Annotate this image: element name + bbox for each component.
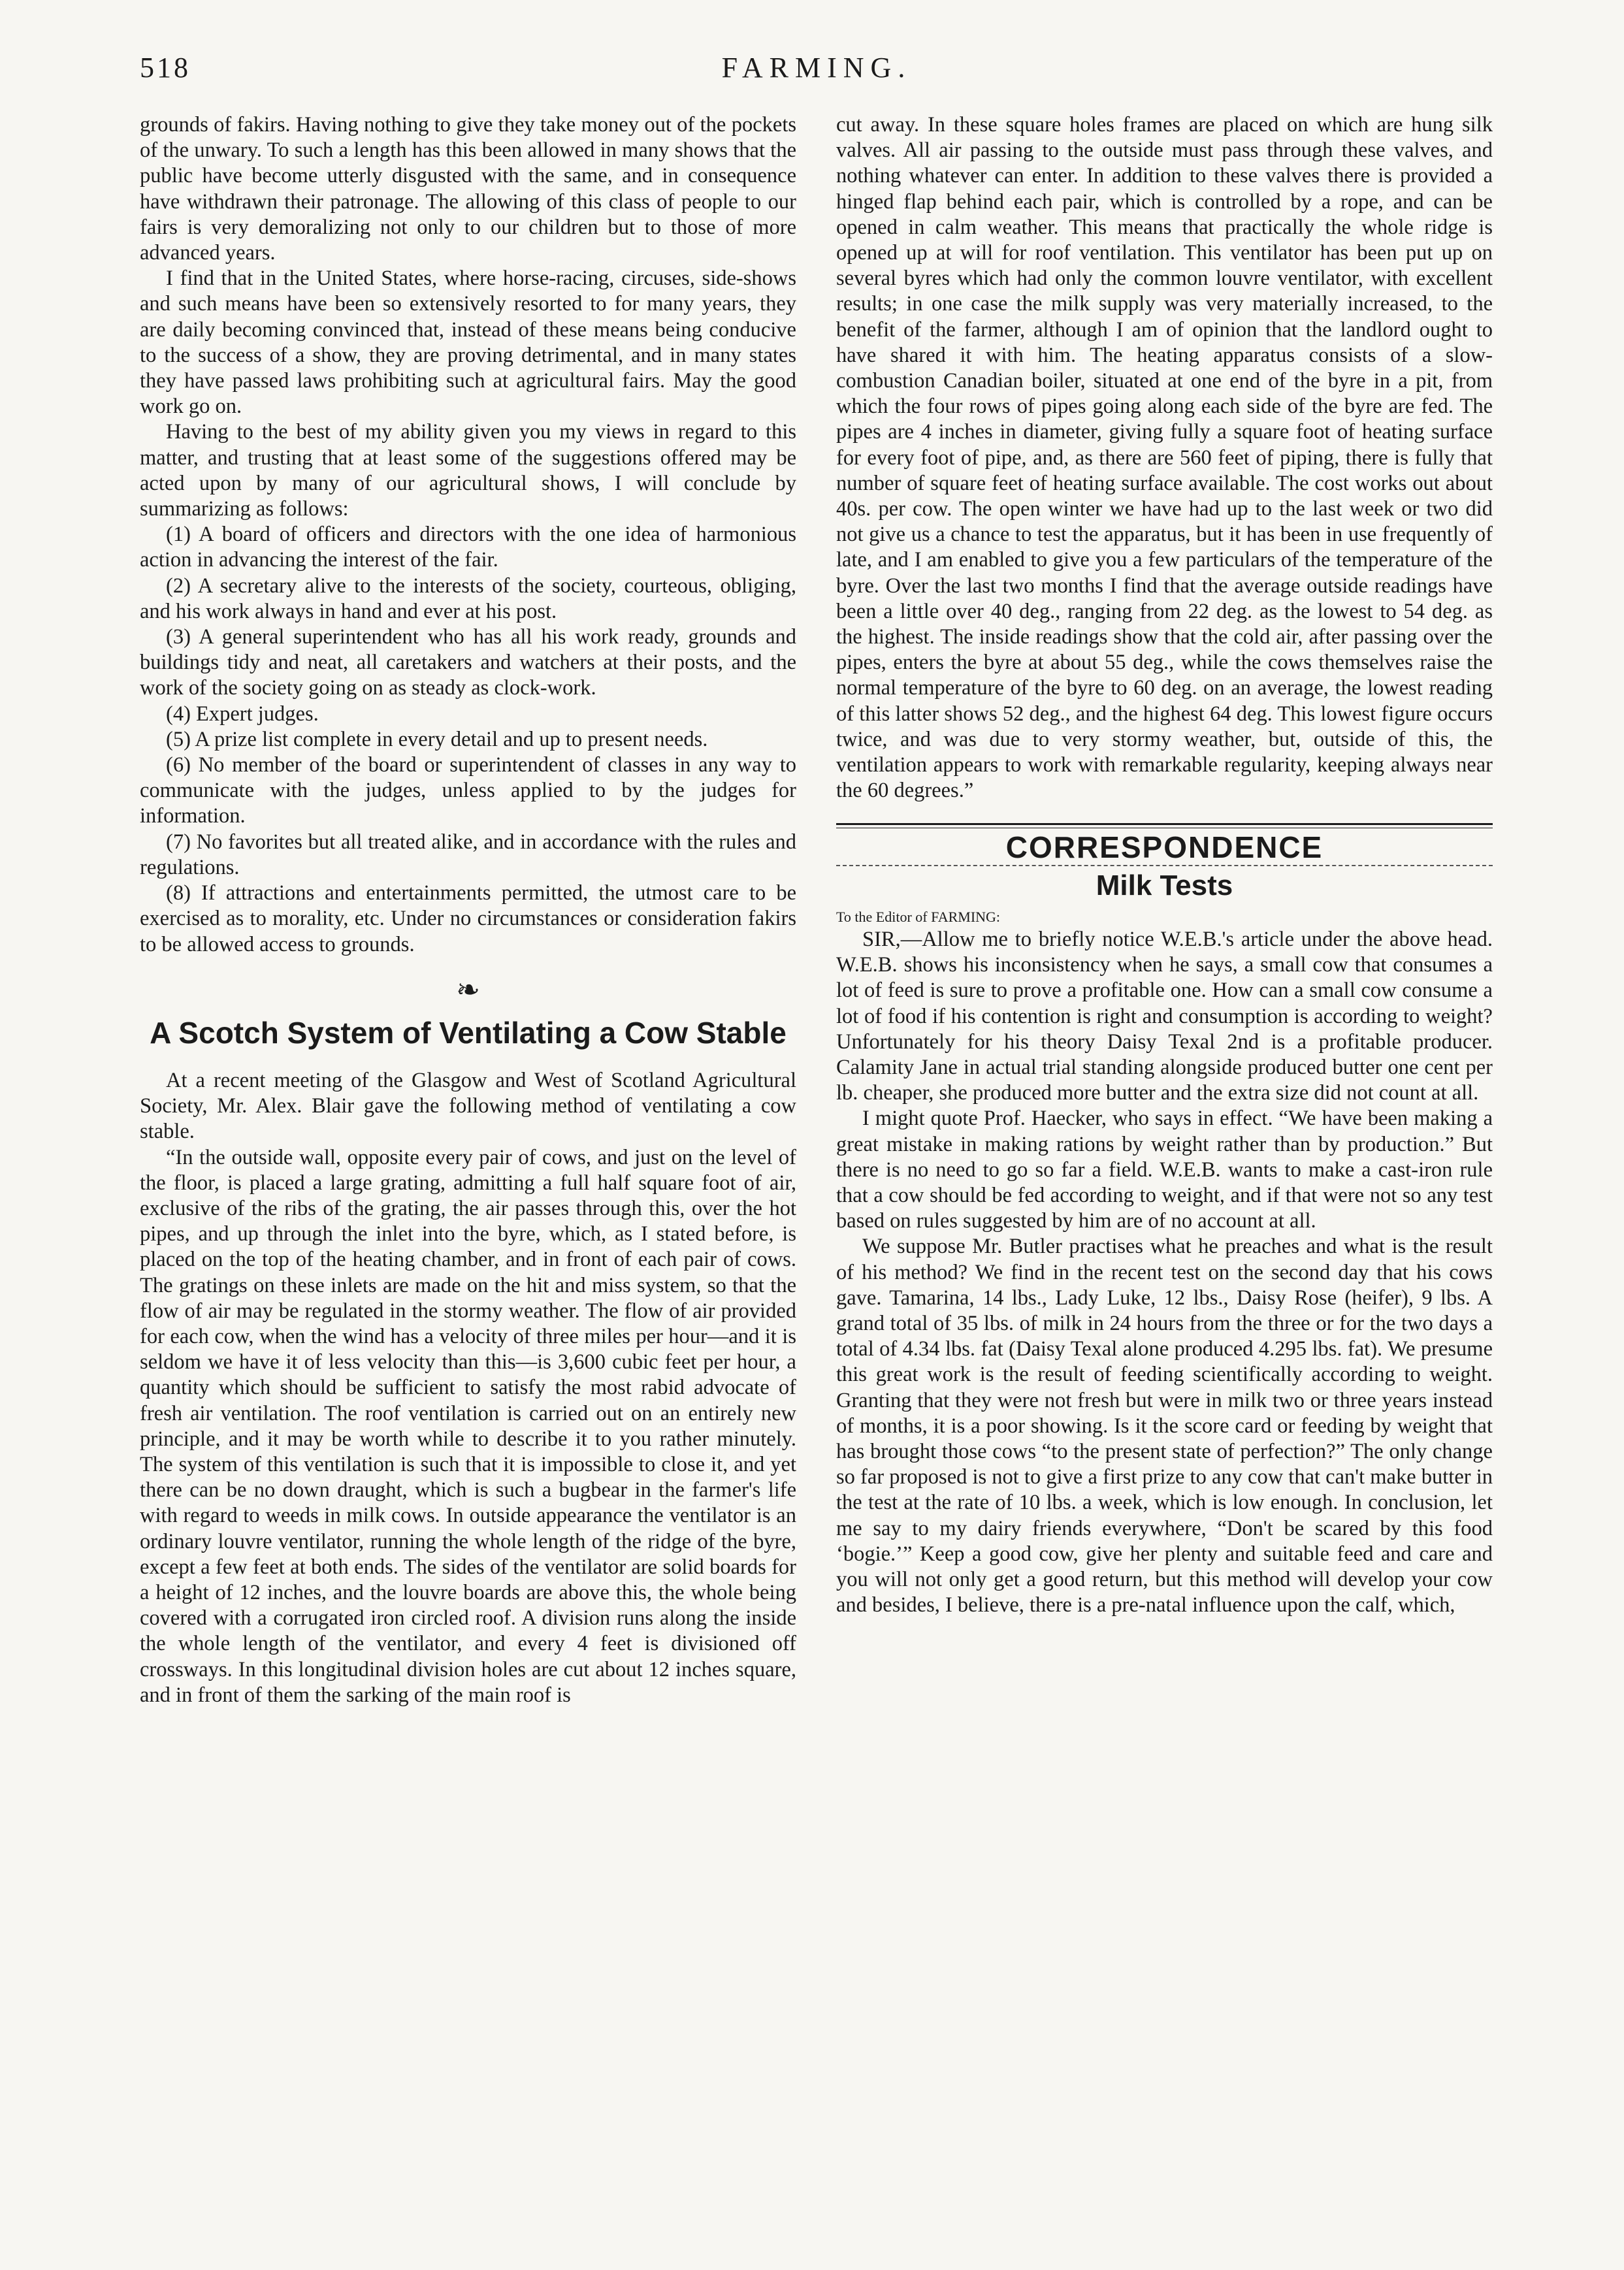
list-item: (3) A general superintendent who has all his work ready, grounds and buildings tidy and neat, all caretakers and watchers at their posts, and the work of the society going on as steady as clock-work. [140, 625, 796, 700]
ornament-icon: ❧ [456, 973, 480, 1006]
running-title: FARMING. [721, 52, 912, 84]
paragraph: At a recent meeting of the Glasgow and West of Scotland Agricultural Society, Mr. Alex. Blair gave the following method of ventilating a cow stable. [140, 1068, 796, 1144]
salutation: To the Editor of FARMING: [836, 908, 1001, 925]
section-divider [836, 823, 1493, 828]
list-item: (1) A board of officers and directors with the one idea of harmonious action in advancing the interest of the fair. [140, 523, 796, 572]
page-header [140, 51, 1493, 97]
paragraph: SIR,—Allow me to briefly notice W.E.B.'s article under the above head. W.E.B. shows his inconsistency when he says, a small cow that consumes a lot of feed is sure to prove a profitable one. How can a small cow consume a lot of food if his contention is right and consumption is according to weight? Unfortunately for his theory Daisy Texal 2nd is a profitable producer. Calamity Jane in actual trial standing alongside produced butter one cent per lb. cheaper, she produced more butter and the extra size did not count at all. [836, 927, 1493, 1105]
list-item: (4) Expert judges. [166, 702, 319, 726]
paragraph: cut away. In these square holes frames are placed on which are hung silk valves. All air passing to the outside must pass through these valves, and nothing whatever can enter. In addition to these valves there is provided a hinged flap behind each pair, which is controlled by a rope, and can be opened in calm weather. This means that practically the whole ridge is opened up at will for roof ventilation. This ventilator has been put up on several byres which had only the common louvre ventilator, with excellent results; in one case the milk supply was very materially increased, to the benefit of the farmer, although I am of opinion that the landlord ought to have shared it with him. The heating apparatus consists of a slow-combustion Canadian boiler, situated at one end of the byre in a pit, from which the four rows of pipes going along each side of the byre are fed. The pipes are 4 inches in diameter, giving fully a square foot of heating surface for every foot of pipe, and, as there are 560 feet of piping, there is fully that number of square feet of heating surface available. The cost works out about 40s. per cow. The open winter we have had up to the last week or two did not give us a chance to test the apparatus, but it has been in use frequently of late, and I am enabled to give you a few particulars of the temperature of the byre. Over the last two months I find that the average outside readings have been a little over 40 deg., ranging from 22 deg. as the lowest to 54 deg. as the highest. The inside readings show that the cold air, after passing over the pipes, enters the byre at about 55 deg., while the cows themselves raise the normal temperature of the byre to 60 deg. on an average, the lowest reading of this latter shows 52 deg., and the highest 64 deg. This lowest figure occurs twice, and was due to very stormy weather, but, outside of this, the ventilation appears to work with remarkable regularity, keeping always near the 60 degrees.” [836, 113, 1493, 803]
dashed-divider [836, 865, 1493, 866]
paragraph: We suppose Mr. Butler practises what he preaches and what is the result of his method? We find in the recent test on the second day that his cows gave. Tamarina, 14 lbs., Lady Luke, 12 lbs., Daisy Rose (heifer), 9 lbs. A grand total of 35 lbs. of milk in 24 hours from the three or for the two days a total of 4.34 lbs. fat (Daisy Texal alone produced 4.295 lbs. fat). We presume this great work is the result of feeding scientifically according to weight. Granting that they were not fresh but were in milk two or three years instead of months, it is a poor showing. Is it the score card or feeding by weight that has brought those cows “to the present state of perfection?” The only change so far proposed is not to give a first prize to any cow that can't make butter in the test at the rate of 10 lbs. a week, which is low enough. In conclusion, let me say to my dairy friends everywhere, “Don't be scared by this food ‘bogie.’” Keep a good cow, give her plenty and suitable feed and care and you will not only get a good return, but this method will develop your cow and besides, I believe, there is a pre-natal influence upon the calf, which, [836, 1235, 1493, 1617]
list-item: (8) If attractions and entertainments permitted, the utmost care to be exercised as to morality, etc. Under no circumstances or consideration fakirs to be allowed access to grounds. [140, 881, 796, 956]
paragraph: “In the outside wall, opposite every pair of cows, and just on the level of the floor, is placed a large grating, admitting a full half square foot of air, exclusive of the ribs of the grating, the air passes through this, over the hot pipes, and up through the inlet into the byre, which, as I stated before, is placed on the top of the heating chamber, and in front of each pair of cows. The gratings on these inlets are made on the hit and miss system, so that the flow of air may be regulated in the stormy weather. The flow of air provided for each cow, when the wind has a velocity of three miles per hour—and it is seldom we have it of less velocity than this—is 3,600 cubic feet per hour, a quantity which should be sufficient to satisfy the most rabid advocate of fresh air ventilation. The roof ventilation is carried out on an entirely new principle, and it may be worth while to describe it to you rather minutely. The system of this ventilation is such that it is impossible to close it, and yet there can be no down draught, which is such a bugbear in the farmer's life with regard to weeds in milk cows. In outside appearance the ventilator is an ordinary louvre ventilator, running the whole length of the ridge of the byre, except a few feet at both ends. The sides of the ventilator are solid boards for a height of 12 inches, and the louvre boards are above this, the whole being covered with a corrugated iron circled roof. A division runs along the inside the whole length of the ventilator, and every 4 feet is divisioned off crossways. In this longitudinal division holes are cut about 12 inches square, and in front of them the sarking of the main roof is [140, 1145, 796, 1707]
right-column [836, 112, 1493, 1618]
page-number: 518 [140, 52, 191, 84]
letter-title: Milk Tests [1096, 869, 1233, 901]
list-item: (5) A prize list complete in every detail and up to present needs. [166, 727, 708, 751]
paragraph: I find that in the United States, where horse-racing, circuses, side-shows and such means have been so extensively resorted to for many years, they are daily becoming convinced that, instead of these means being conducive to the success of a show, they are proving detrimental, and in many states they have passed laws prohibiting such at agricultural fairs. May the good work go on. [140, 267, 796, 419]
section-title: CORRESPONDENCE [1005, 830, 1324, 865]
left-column [140, 112, 796, 1708]
list-item: (6) No member of the board or superintendent of classes in any way to communicate with the judges, unless applied to by the judges for information. [140, 753, 796, 828]
list-item: (2) A secretary alive to the interests of the society, courteous, obliging, and his work always in hand and ever at his post. [140, 574, 796, 623]
paragraph: grounds of fakirs. Having nothing to give they take money out of the pockets of the unwary. To such a length has this been allowed in many shows that the public have become utterly disgusted with the same, and in consequence have withdrawn their patronage. The allowing of this class of people to our fairs is very demoralizing not only to our children but to those of more advanced years. [140, 113, 796, 265]
list-item: (7) No favorites but all treated alike, and in accordance with the rules and regulations. [140, 830, 796, 879]
article-title: A Scotch System of Ventilating a Cow Stable [150, 1015, 787, 1050]
paragraph: Having to the best of my ability given you my views in regard to this matter, and trusting that at least some of the suggestions offered may be acted upon by many of our agricultural shows, I will conclude by summarizing as follows: [140, 420, 796, 521]
paragraph: I might quote Prof. Haecker, who says in effect. “We have been making a great mistake in making rations by weight rather than by production.” But there is no need to go so far a field. W.E.B. wants to make a cast-iron rule that a cow should be fed according to weight, and if that were not so any test based on rules suggested by him are of no account at all. [836, 1107, 1493, 1233]
